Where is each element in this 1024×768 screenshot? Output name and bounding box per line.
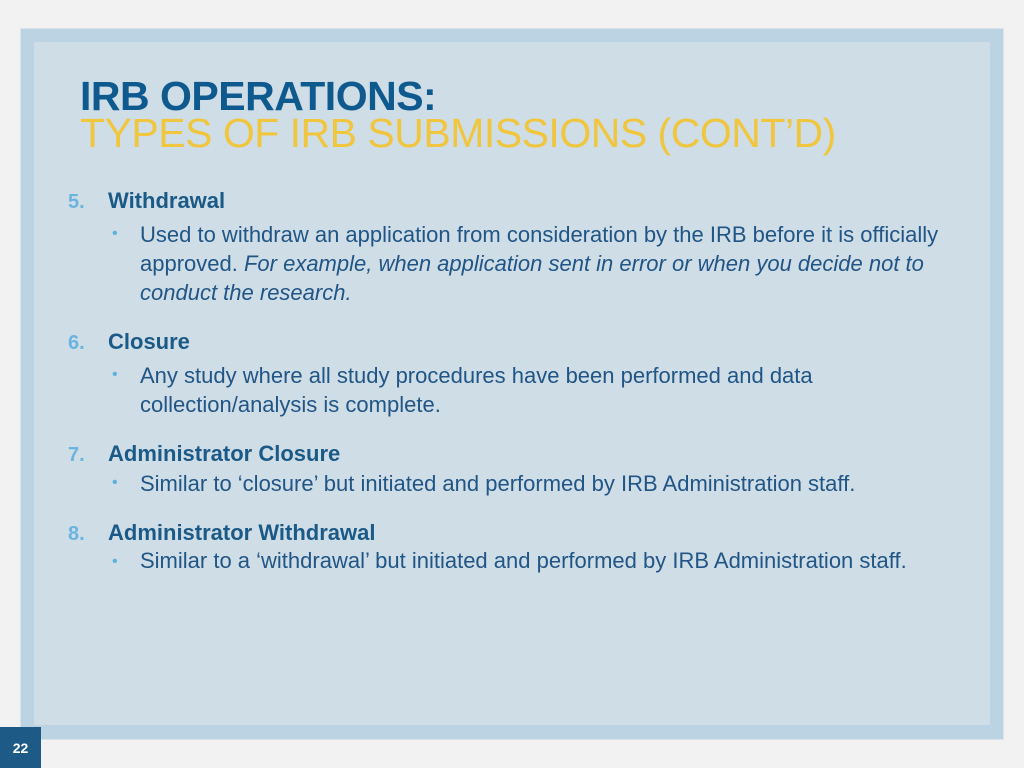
item-description: Used to withdraw an application from consideration by the IRB before it is officially approved. For example, when application sent in error or when you decide not to conduct the research. bbox=[140, 222, 939, 305]
item-description: Similar to ‘closure’ but initiated and performed by IRB Administration staff. bbox=[140, 471, 856, 496]
item-example: For example, when application sent in error or when you decide not to conduct the research. bbox=[140, 251, 924, 305]
bullet-dot-icon: • bbox=[112, 225, 118, 242]
page-number: 22 bbox=[0, 727, 41, 768]
item-title: Closure bbox=[108, 329, 190, 354]
item-bullet bbox=[112, 469, 948, 498]
item-number: 7. bbox=[68, 444, 85, 466]
item-number: 8. bbox=[68, 523, 85, 545]
item-number: 6. bbox=[68, 332, 85, 354]
item-title: Administrator Withdrawal bbox=[108, 520, 376, 545]
item-title: Administrator Closure bbox=[108, 441, 341, 466]
item-bullet bbox=[112, 361, 948, 419]
bullet-dot-icon: • bbox=[112, 553, 118, 570]
item-bullet bbox=[112, 548, 948, 576]
item-number: 5. bbox=[68, 191, 85, 213]
list-item-administrator-withdrawal bbox=[68, 520, 948, 576]
bullet-dot-icon: • bbox=[112, 474, 118, 491]
list-item-administrator-closure bbox=[68, 441, 948, 498]
item-description: Similar to a ‘withdrawal’ but initiated and performed by IRB Administration staff. bbox=[140, 548, 907, 573]
list-item-withdrawal bbox=[68, 188, 948, 307]
slide-title: IRB OPERATIONS: bbox=[80, 73, 437, 119]
item-bullet bbox=[112, 220, 948, 307]
item-title: Withdrawal bbox=[108, 188, 226, 213]
list-item-closure bbox=[68, 329, 948, 419]
item-description: Any study where all study procedures have been performed and data collection/analysis is complete. bbox=[140, 363, 813, 417]
slide-subtitle: TYPES OF IRB SUBMISSIONS (CONT’D) bbox=[80, 110, 836, 156]
bullet-dot-icon: • bbox=[112, 366, 118, 383]
